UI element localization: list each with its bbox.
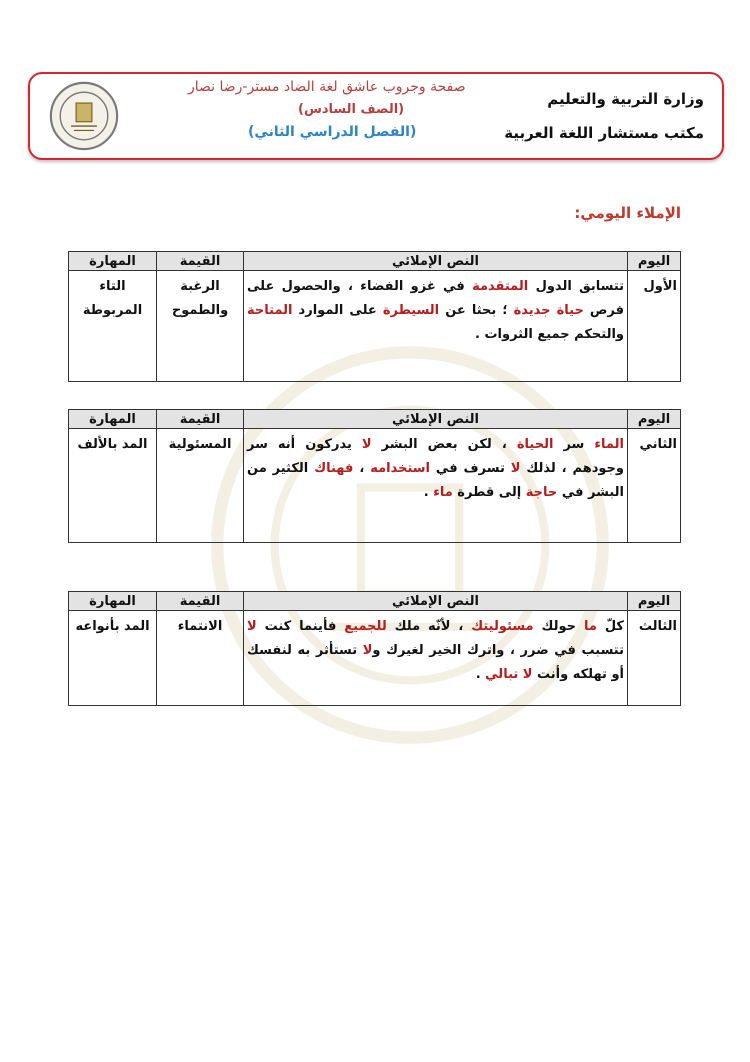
highlighted-word: لا [247, 619, 257, 634]
text-segment: على الموارد [292, 303, 383, 318]
value-cell: الانتماء [157, 611, 244, 706]
day-cell: الثالث [628, 611, 681, 706]
dictation-table-3 [68, 591, 681, 706]
highlighted-word: ماء [433, 485, 453, 500]
ministry-logo-icon [48, 80, 120, 152]
text-segment: ، لأنّه ملك [386, 619, 472, 634]
dictation-text [244, 271, 628, 382]
highlighted-word: فهناك [314, 461, 354, 476]
text-segment: في غزو الفضاء ، والحصول على فرص [247, 279, 624, 318]
highlighted-word: الحياة [516, 437, 554, 452]
table-row [69, 611, 681, 706]
col-value-header: القيمة [157, 252, 244, 271]
dictation-text [244, 429, 628, 543]
highlighted-word: حاجة [525, 485, 558, 500]
ministry-name: وزارة التربية والتعليم [547, 90, 704, 108]
text-segment: . [423, 485, 434, 500]
highlighted-word: المتاحة [247, 303, 293, 318]
text-segment: ، لكن بعض البشر [371, 437, 517, 452]
text-segment: ؛ بحثا عن [439, 303, 514, 318]
col-value-header: القيمة [157, 410, 244, 429]
table-row [69, 429, 681, 543]
text-segment: الكثير من البشر في [247, 461, 624, 500]
grade-label: (الصف السادس) [298, 102, 405, 117]
highlighted-word: تبالي [485, 667, 519, 682]
highlighted-word: لا [362, 643, 373, 658]
highlighted-word: المتقدمة [472, 279, 529, 294]
skill-cell: المد بالألف [69, 429, 157, 543]
highlighted-word: لا [361, 437, 372, 452]
highlighted-word: حياة جديدة [513, 303, 584, 318]
text-segment: تسرف في [430, 461, 511, 476]
text-segment: كلّ [596, 619, 624, 634]
col-day-header: اليوم [628, 592, 681, 611]
day-cell: الثاني [628, 429, 681, 543]
highlighted-word: استخدامه [370, 461, 431, 476]
text-segment: حولك [533, 619, 584, 634]
col-text-header: النص الإملائي [244, 592, 628, 611]
highlighted-word: مسئوليتك [471, 619, 534, 634]
term-label: (الفصل الدراسي الثاني) [248, 124, 417, 140]
page-credit: صفحة وجروب عاشق لغة الضاد مستر-رضا نصار [188, 79, 466, 95]
text-segment: إلى قطرة [452, 485, 526, 500]
text-segment: تتسبب في ضرر ، واترك الخير لغيرك و [372, 643, 624, 658]
col-text-header: النص الإملائي [244, 410, 628, 429]
text-segment: يدركون أنه سر وجودهم ، لذلك [247, 437, 624, 476]
section-title: الإملاء اليومي: [574, 204, 681, 222]
col-skill-header: المهارة [69, 410, 157, 429]
dictation-text [244, 611, 628, 706]
col-day-header: اليوم [628, 252, 681, 271]
text-segment: سر [553, 437, 595, 452]
highlighted-word: ما [583, 619, 597, 634]
table-header-row [69, 410, 681, 429]
text-segment: تتسابق الدول [528, 279, 625, 294]
col-skill-header: المهارة [69, 252, 157, 271]
day-cell: الأول [628, 271, 681, 382]
highlighted-word: السيطرة [382, 303, 440, 318]
text-segment: ، [353, 461, 371, 476]
skill-cell: المد بأنواعه [69, 611, 157, 706]
table-header-row [69, 592, 681, 611]
value-cell: الرغبة والطموح [157, 271, 244, 382]
document-header [28, 72, 724, 160]
text-segment: فأينما كنت [256, 619, 345, 634]
text-segment: تستأثر به لنفسك أو تهلكه وأنت [247, 643, 624, 682]
text-segment: والتحكم جميع الثروات . [475, 327, 624, 342]
dictation-table-2 [68, 409, 681, 543]
col-value-header: القيمة [157, 592, 244, 611]
highlighted-word: لا [522, 667, 533, 682]
col-text-header: النص الإملائي [244, 252, 628, 271]
highlighted-word: لا [510, 461, 521, 476]
col-day-header: اليوم [628, 410, 681, 429]
table-row [69, 271, 681, 382]
highlighted-word: للجميع [344, 619, 387, 634]
col-skill-header: المهارة [69, 592, 157, 611]
skill-cell: التاء المربوطة [69, 271, 157, 382]
dictation-table-1 [68, 251, 681, 382]
text-segment: . [475, 667, 486, 682]
table-header-row [69, 252, 681, 271]
highlighted-word: الماء [594, 437, 624, 452]
office-name: مكتب مستشار اللغة العربية [504, 124, 704, 142]
value-cell: المسئولية [157, 429, 244, 543]
